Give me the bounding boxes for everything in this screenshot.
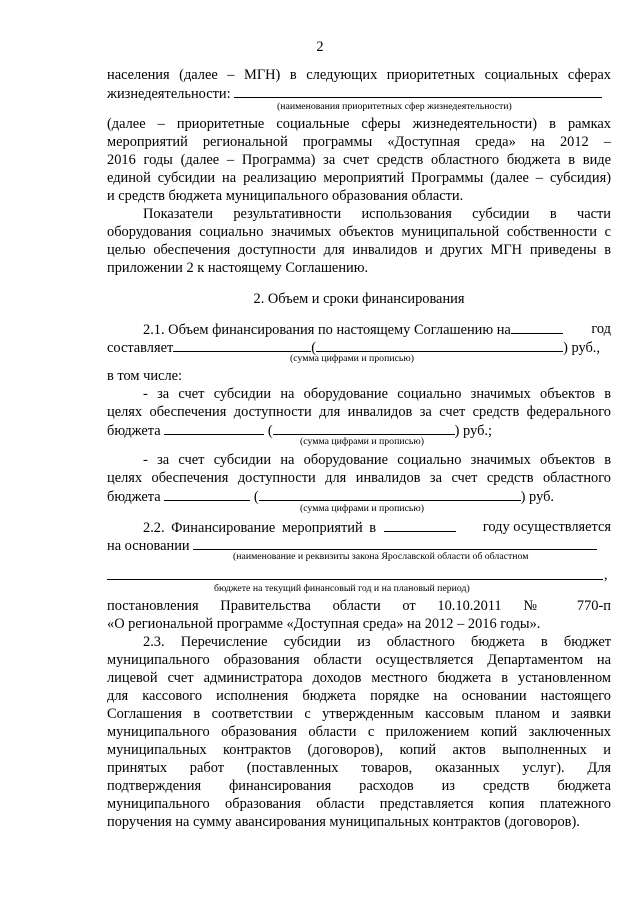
s23-line-4: для кассового исполнения бюджета порядке на основании настоящего — [107, 688, 611, 704]
s23-line-8: принятых работ (поставленных товаров, оказанных услуг). Для — [107, 760, 611, 776]
total-amount-blank — [173, 338, 311, 352]
federal-amount-blank — [164, 421, 264, 435]
p1-line-2-text: жизнедеятельности: — [107, 86, 231, 102]
year-blank — [511, 320, 563, 334]
federal-rub: ) руб.; — [454, 423, 492, 439]
s22-line-1-text: 2.2. Финансирование мероприятий в — [143, 520, 377, 536]
p1-line-1: населения (далее – МГН) в следующих приоритетных социальных сферах — [107, 67, 611, 83]
s22-caption-1: (наименование и реквизиты закона Ярославской области об областном — [233, 551, 529, 562]
s22-line-1 — [143, 518, 611, 537]
federal-caption: (сумма цифрами и прописью) — [300, 436, 424, 447]
s23-line-10: муниципального образования области представляется копия платежного — [107, 796, 611, 812]
regional-line-1: - за счет субсидии на оборудование социально значимых объектов в — [143, 452, 611, 468]
p2-line-2: оборудования социально значимых объектов муниципальной собственности с — [107, 224, 611, 240]
p1-line-3: (далее – приоритетные социальные сферы жизнедеятельности) в рамках — [107, 116, 611, 132]
federal-budget-label: бюджета — [107, 423, 161, 439]
regional-amount-words-blank — [259, 487, 521, 501]
regional-budget-label: бюджета — [107, 489, 161, 505]
s23-line-6: муниципального образования области с приложением копий заключенных — [107, 724, 611, 740]
p2-line-1: Показатели результативности использования субсидии в части — [143, 206, 611, 222]
federal-line-2: целях обеспечения доступности для инвалидов за счет средств федерального — [107, 404, 611, 420]
s21-rub: ) руб., — [563, 340, 600, 356]
regional-open-paren: ( — [253, 489, 259, 505]
s21-year-word: год — [591, 321, 611, 337]
regional-amount-blank — [164, 487, 250, 501]
total-amount-words-blank — [316, 338, 563, 352]
s23-line-9: подтверждения финансирования расходов из средств бюджета — [107, 778, 611, 794]
s23-line-3: лицевой счет администратора доходов местного бюджета в установленном — [107, 670, 611, 686]
p2-line-4: приложении 2 к настоящему Соглашению. — [107, 260, 369, 276]
section-title: 2. Объем и сроки финансирования — [253, 291, 465, 307]
s22-line-4: «О региональной программе «Доступная среда» на 2012 – 2016 годы». — [107, 616, 541, 632]
s21-line-3: в том числе: — [107, 368, 183, 384]
federal-line-1: - за счет субсидии на оборудование социально значимых объектов в — [143, 386, 611, 402]
p1-line-7: и средств бюджета муниципального образования области. — [107, 188, 464, 204]
regional-line-2: целях обеспечения доступности для инвалидов за счет средств областного — [107, 470, 611, 486]
s22-year-blank — [384, 518, 456, 532]
s23-line-7: муниципальных контрактов (договоров), копий актов выполненных и — [107, 742, 611, 758]
s23-line-2: муниципального образования области осуществляется Департаментом на — [107, 652, 611, 668]
s21-total-label: составляет — [107, 340, 174, 356]
regional-caption: (сумма цифрами и прописью) — [300, 503, 424, 514]
federal-open-paren: ( — [267, 423, 273, 439]
s21-caption: (сумма цифрами и прописью) — [290, 353, 414, 364]
s23-line-5: Соглашения в соответствии с утвержденным кассовым планом и заявки — [107, 706, 611, 722]
p1-line-4: мероприятий региональной программы «Доступная среда» на 2012 – — [107, 134, 611, 150]
law-details-blank-2 — [107, 579, 603, 580]
p1-caption: (наименования приоритетных сфер жизнедеятельности) — [277, 101, 512, 112]
regional-rub: ) руб. — [520, 489, 554, 505]
s23-line-1: 2.3. Перечисление субсидии из областного бюджета в бюджет — [143, 634, 611, 650]
p1-line-6: единой субсидии на реализацию мероприятий Программы (далее – субсидия) — [107, 170, 611, 186]
s22-line-1-end: году осуществляется — [482, 519, 611, 535]
p2-line-3: целью обеспечения доступности для инвалидов и других МГН приведены в — [107, 242, 611, 258]
priority-spheres-blank — [234, 84, 602, 98]
s21-open-paren: ( — [311, 340, 317, 356]
s22-comma: , — [604, 567, 608, 583]
s21-line-1 — [143, 320, 611, 339]
federal-amount-words-blank — [273, 421, 455, 435]
page-number: 2 — [316, 39, 324, 55]
s22-line-3: постановления Правительства области от 10.10.2011 № 770-п — [107, 598, 611, 614]
s21-line-1-text: 2.1. Объем финансирования по настоящему Соглашению на — [143, 322, 511, 338]
p1-line-5: 2016 годы (далее – Программа) за счет средств областного бюджета в виде — [107, 152, 611, 168]
s22-basis-label: на основании — [107, 538, 190, 554]
law-details-blank — [193, 536, 597, 550]
s22-caption-2: бюджете на текущий финансовый год и на плановый период) — [214, 583, 470, 594]
s23-line-11: поручения на сумму авансирования муниципальных контрактов (договоров). — [107, 814, 580, 830]
